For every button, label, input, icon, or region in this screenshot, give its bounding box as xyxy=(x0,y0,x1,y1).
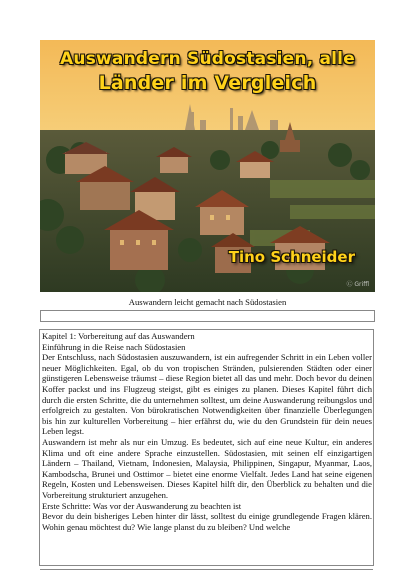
cover-title-line1: Auswandern Südostasien, alle xyxy=(60,49,355,69)
book-cover xyxy=(40,40,375,292)
cover-caption: Auswandern leicht gemacht nach Südostasien xyxy=(128,297,287,307)
cover-title-line2: Länder im Vergleich xyxy=(98,72,317,94)
chapter-text-box xyxy=(39,329,374,566)
cover-author: Tino Schneider xyxy=(228,248,355,266)
cover-watermark: Ⓒ Griffl xyxy=(346,281,369,288)
chapter-paragraph-3: Bevor du dein bisheriges Leben hinter dir lässt, solltest du einige grundlegende Fragen klären. Wohin genau möchtest du? Wie lange planst du zu bleiben? Und welche xyxy=(42,511,372,532)
chapter-paragraph-1: Der Entschluss, nach Südostasien auszuwandern, ist ein aufregender Schritt in ein Leben voller neuer Möglichkeiten. Egal, ob du von tropischen Stränden, pulsierenden Städten oder einer günstigeren Lebensweise träumst – diese Region bietet all das und mehr. Doch bevor du deinen Koffer packst und ins Flugzeug steigst, gibt es einiges zu planen. Dieses Kapitel führt dich durch die ersten Schritte, die du unternehmen solltest, um deine Auswanderung reibungslos und erfolgreich zu gestalten. Von bürokratischen Notwendigkeiten über finanzielle Überlegungen bis hin zur kulturellen Vorbereitung – hier erfährst du, wie du den Grundstein für dein neues Leben legst. xyxy=(42,352,372,437)
chapter-subheading-2: Erste Schritte: Was vor der Auswanderung zu beachten ist xyxy=(42,500,242,511)
chapter-subheading: Einführung in die Reise nach Südostasien xyxy=(42,341,186,352)
chapter-heading: Kapitel 1: Vorbereitung auf das Auswandern xyxy=(42,331,195,341)
caption-field-box xyxy=(40,310,375,322)
bottom-divider xyxy=(40,569,373,570)
chapter-paragraph-2: Auswandern ist mehr als nur ein Umzug. Es bedeutet, sich auf eine neue Kultur, ein anderes Klima und oft eine andere Sprache einzustellen. Südostasien, mit seinen elf einzigartigen Ländern – Thailand, Vietnam, Indonesien, Malaysia, Philippinen, Singapur, Myanmar, Laos, Kambodscha, Brunei und Osttimor – bietet eine enorme Vielfalt. Jedes Land hat seine eigenen Regeln, Kosten und Lebensweisen. Dieses Kapitel hilft dir, den Überblick zu behalten und die Vorbereitung strukturiert anzugehen. xyxy=(42,436,372,500)
